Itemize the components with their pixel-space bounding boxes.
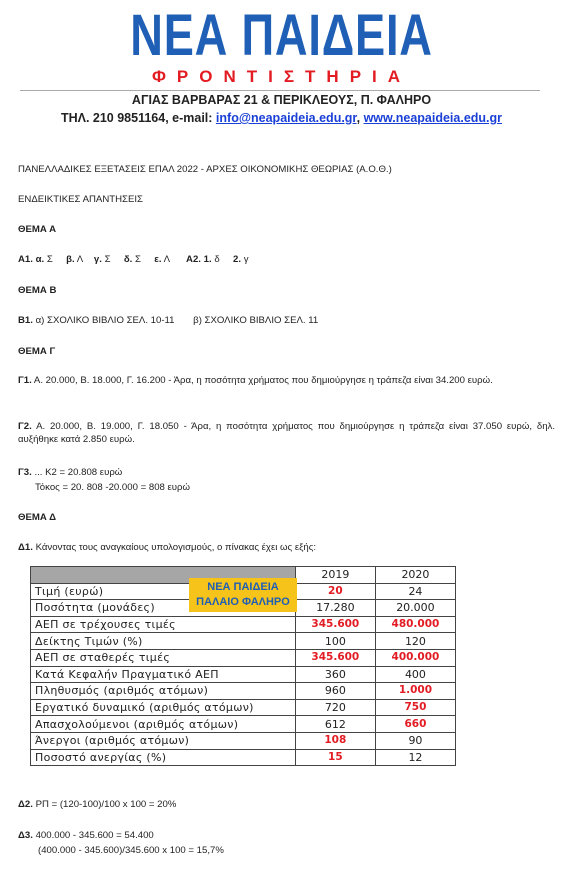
watermark-stamp [189,578,297,612]
c1-paragraph [18,374,555,387]
a-answers-line [18,253,248,266]
b1-b-text: β) ΣΧΟΛΙΚΟ ΒΙΒΛΙΟ ΣΕΛ. 11 [193,315,319,326]
a1-key: γ. [93,254,102,265]
stamp-line-2: ΠΑΛΑΙΟ ΦΑΛΗΡΟ [196,596,290,608]
value-2020-cell: 1.000 [375,683,455,700]
d3-text-2: (400.000 - 345.600)/345.600 x 100 = 15,7% [38,845,224,856]
c3-text-2: Τόκος = 20. 808 -20.000 = 808 ευρώ [35,482,191,493]
table-row [31,666,456,683]
a2-label: Α2. 1. [186,254,212,265]
email-link[interactable]: info@neapaideia.edu.gr [215,111,357,125]
table-row [31,683,456,700]
value-2019-cell: 100 [295,633,375,650]
a2-1-value: δ [214,254,220,265]
value-2020-cell: 90 [375,732,455,749]
value-2019-cell: 20 [295,583,375,600]
a1-value: Σ [46,254,53,265]
exam-title: ΠΑΝΕΛΛΑΔΙΚΕΣ ΕΞΕΤΑΣΕΙΣ ΕΠΑΛ 2022 - ΑΡΧΕΣ ΟΙΚΟΝΟΜΙΚΗΣ ΘΕΩΡΙΑΣ (Α.Ο.Θ.) [18,164,392,175]
table-row [31,699,456,716]
row-label-cell: Απασχολούμενοι (αριθμός ατόμων) [31,716,296,733]
header-divider [20,90,540,91]
stamp-line-1: ΝΕΑ ΠΑΙΔΕΙΑ [207,581,279,593]
row-label-cell: Τιμή (ευρώ) [31,583,296,600]
value-2020-cell: 20.000 [375,600,455,617]
contact-separator: , [356,111,364,125]
c2-paragraph [18,420,555,446]
a1-label: Α1. [18,254,33,265]
d2-label: Δ2. [18,799,33,810]
table-header-cell: 2019 [295,567,375,584]
brand-logo-title: ΝΕΑ ΠΑΙΔΕΙΑ [130,3,433,68]
value-2019-cell: 345.600 [295,616,375,633]
a2-2-label: 2. [233,254,242,265]
c2-text: Α. 20.000, Β. 19.000, Γ. 18.050 - Άρα, η ποσότητα χρήματος που δημιούργησε η τράπεζα είναι 37.050 ευρώ, δηλ. αυξήθηκε κατά 2.850 ευρώ. [18,421,555,445]
c3-line-1 [18,466,122,479]
header-address: ΑΓΙΑΣ ΒΑΡΒΑΡΑΣ 21 & ΠΕΡΙΚΛΕΟΥΣ, Π. ΦΑΛΗΡΟ [131,93,432,107]
header-contact [0,111,563,125]
d1-text: Κάνοντας τους αναγκαίους υπολογισμούς, ο πίνακας έχει ως εξής: [35,542,317,553]
a1-key: ε. [154,254,162,265]
row-label-cell: Άνεργοι (αριθμός ατόμων) [31,732,296,749]
a1-value: Λ [76,254,84,265]
a2-2-value: γ [243,254,249,265]
d2-text: ΡΠ = (120-100)/100 x 100 = 20% [35,799,177,810]
d1-label: Δ1. [18,542,33,553]
row-label-cell: ΑΕΠ σε τρέχουσες τιμές [31,616,296,633]
value-2019-cell: 720 [295,699,375,716]
a1-key: β. [66,254,75,265]
row-label-cell: Δείκτης Τιμών (%) [31,633,296,650]
value-2020-cell: 400.000 [375,649,455,666]
brand-logo-subtitle: ΦΡΟΝΤΙΣΤΗΡΙΑ [151,67,412,86]
a1-key: α. [35,254,45,265]
theme-b-heading: ΘΕΜΑ Β [18,285,57,296]
d3-label: Δ3. [18,830,33,841]
d2-line [18,798,176,811]
answers-heading: ΕΝΔΕΙΚΤΙΚΕΣ ΑΠΑΝΤΗΣΕΙΣ [18,194,143,205]
theme-c-heading: ΘΕΜΑ Γ [18,346,56,357]
value-2020-cell: 480.000 [375,616,455,633]
website-link[interactable]: www.neapaideia.edu.gr [363,111,503,125]
c2-label: Γ2. [18,421,32,432]
a1-key: δ. [123,254,133,265]
value-2020-cell: 12 [375,749,455,766]
value-2020-cell: 400 [375,666,455,683]
c1-text: Α. 20.000, Β. 18.000, Γ. 16.200 - Άρα, η ποσότητα χρήματος που δημιούργησε η τράπεζα είναι 34.200 ευρώ. [33,375,493,386]
table-row [31,732,456,749]
table-header-cell: 2020 [375,567,455,584]
table-row [31,633,456,650]
d3-line-1 [18,829,154,842]
table-row [31,649,456,666]
value-2019-cell: 108 [295,732,375,749]
theme-d-heading: ΘΕΜΑ Δ [18,512,56,523]
table-row [31,749,456,766]
value-2020-cell: 120 [375,633,455,650]
value-2019-cell: 960 [295,683,375,700]
c3-label: Γ3. [18,467,32,478]
value-2019-cell: 15 [295,749,375,766]
c1-label: Γ1. [18,375,32,386]
value-2019-cell: 17.280 [295,600,375,617]
row-label-cell: ΑΕΠ σε σταθερές τιμές [31,649,296,666]
d1-line [18,541,316,554]
value-2020-cell: 750 [375,699,455,716]
value-2019-cell: 360 [295,666,375,683]
row-label-cell: Εργατικό δυναμικό (αριθμός ατόμων) [31,699,296,716]
b1-a-text: α) ΣΧΟΛΙΚΟ ΒΙΒΛΙΟ ΣΕΛ. 10-11 [35,315,175,326]
b1-label: Β1. [18,315,33,326]
value-2019-cell: 345.600 [295,649,375,666]
phone-text: ΤΗΛ. 210 9851164, e-mail: [60,111,216,125]
value-2020-cell: 24 [375,583,455,600]
row-label-cell: Πληθυσμός (αριθμός ατόμων) [31,683,296,700]
table-row [31,616,456,633]
value-2019-cell: 612 [295,716,375,733]
a1-value: Λ [163,254,171,265]
theme-a-heading: ΘΕΜΑ Α [18,224,57,235]
a1-value: Σ [104,254,111,265]
d3-text-1: 400.000 - 345.600 = 54.400 [35,830,154,841]
row-label-cell: Ποσότητα (μονάδες) [31,600,296,617]
row-label-cell: Κατά Κεφαλήν Πραγματικό ΑΕΠ [31,666,296,683]
value-2020-cell: 660 [375,716,455,733]
a1-value: Σ [135,254,141,265]
row-label-cell: Ποσοστό ανεργίας (%) [31,749,296,766]
b1-line [18,314,318,327]
table-row [31,716,456,733]
c3-text-1: ... Κ2 = 20.808 ευρώ [34,467,123,478]
